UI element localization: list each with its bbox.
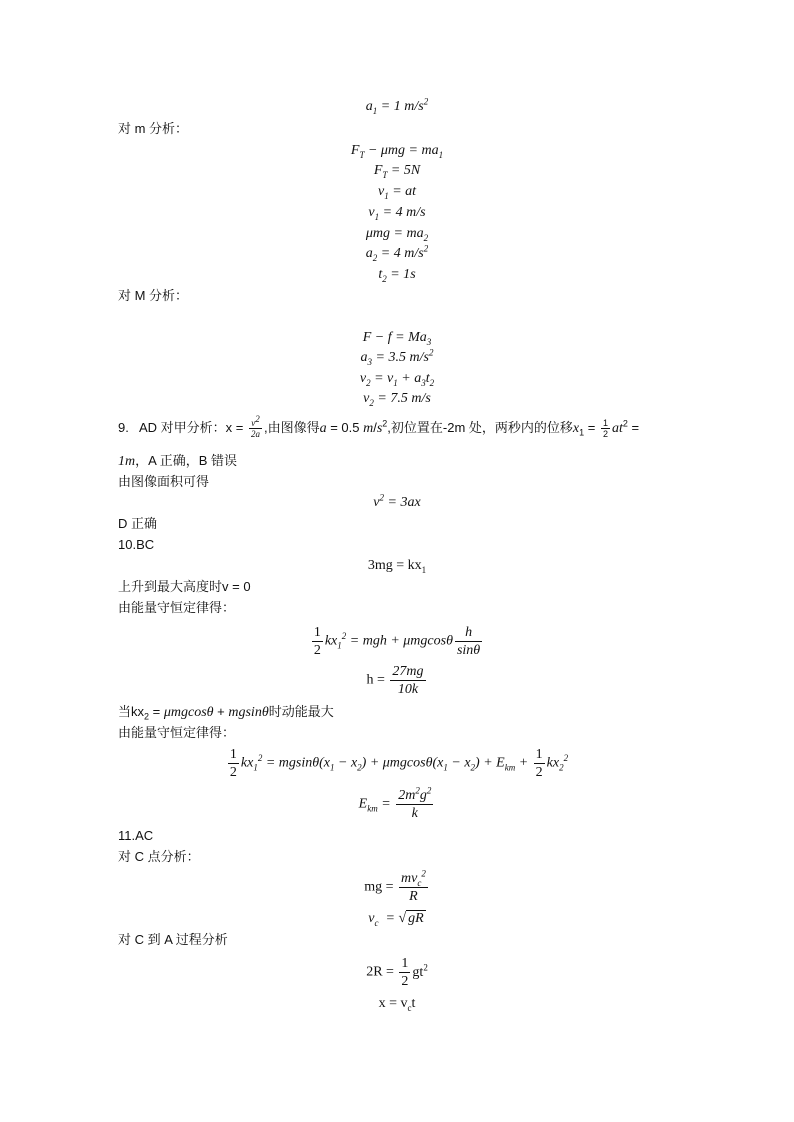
q11-ca: 对 C 到 A 过程分析 xyxy=(118,932,228,947)
q11-head: 11.AC xyxy=(118,828,154,843)
eq-energy1: $\frac{1}{2}$ $kx_1^2$ = mgh + μmgcosθ $\frac{h}{\sin\theta}$ xyxy=(313,625,481,658)
eq-F-f: $F - f = Ma_3$ xyxy=(362,330,432,347)
eq-v2: $v_2 = v_1 + a_3t_2$ xyxy=(359,371,435,388)
eq-a2: $a_2 = 4$ $m/s^2$ xyxy=(365,243,429,263)
eq-v2-val: $v_2 = 7.5$ m/s xyxy=(363,391,431,408)
q10-energy1: 由能量守恒定律得： xyxy=(118,600,236,615)
eq-v2-3ax: $v^2 = 3ax$ xyxy=(373,492,421,510)
q9-area: 由图像面积可得 xyxy=(118,474,210,489)
eq-v1-at: $v_1$ = at xyxy=(377,184,417,201)
eq-ekm: $E_{km}$ = $\frac{2m^2g^2}{k}$ xyxy=(358,785,432,821)
q9-D: D 正确 xyxy=(118,516,158,531)
eq-ft: $F_T - \mu mg = ma_1$ xyxy=(350,143,444,160)
q10-when: 当$kx_2 = \mu mgcos\theta + mgsin\theta$时动能最大 xyxy=(118,704,334,722)
text-M-analysis: 对 M 分析： xyxy=(118,288,189,303)
eq-umg: $\mu mg = ma_2$ xyxy=(365,226,429,243)
eq-a3: $a_3 = 3.5$ $m/s^2$ xyxy=(360,347,434,367)
eq-energy2: $\frac{1}{2}$ $kx_1^2 = mgsin\theta(x_1 - x_2) + \mu mgcos\theta(x_1 - x_2) + E_{km}$ + $\frac{1}{2}$ $kx_2^2$ xyxy=(229,747,569,780)
eq-mg: mg = $\frac{mv_c^2}{R}$ xyxy=(364,868,426,904)
q10-head: 10.BC xyxy=(118,537,155,552)
eq-vc: $v_c$ = √ gR xyxy=(368,911,424,928)
eq-h: h = $\frac{27mg}{10k}$ xyxy=(366,664,424,697)
eq-v1-val: $v_1 = 4$ m/s xyxy=(368,205,426,222)
eq-ft-val: $F_T = 5N$ xyxy=(373,163,421,180)
eq-3mg: $3mg = kx_1$ xyxy=(367,558,427,575)
text-m-analysis: 对 m 分析： xyxy=(118,121,189,136)
q9-line2: 1m，A 正确，B 错误 xyxy=(118,453,237,469)
q10-energy2: 由能量守恒定律得： xyxy=(118,725,236,740)
q10-up: 上升到最大高度时v = 0 xyxy=(118,579,251,594)
q11-c: 对 C 点分析： xyxy=(118,849,200,864)
eq-t2: $t_2 = 1s$ xyxy=(378,267,416,284)
eq-a1: $a_1 = 1$ $m/s^2$ xyxy=(365,96,429,116)
q9-line: 9. AD 对甲分析：x = $\frac{v^2}{2a}$ ,由图像得a = 0.5 $m/s^2$,初位置在-2m 处，两秒内的位移$x_1$ = $\frac{1}{2}$ $at^2$ = xyxy=(118,414,640,439)
eq-2R: 2R = $\frac{1}{2}$ $gt^2$ xyxy=(366,956,428,989)
eq-x: $x = v_ct$ xyxy=(378,996,416,1013)
